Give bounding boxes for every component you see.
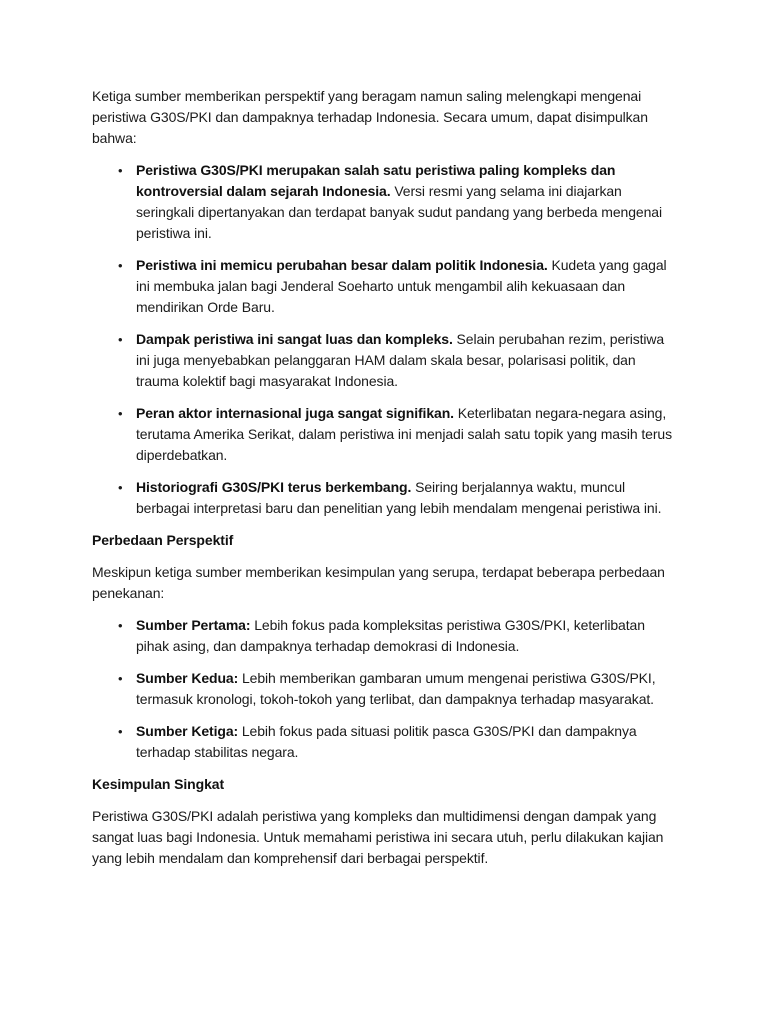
bullet-text: Keterlibatan negara-negara asing, terutama Amerika Serikat, dalam peristiwa ini menjadi salah satu topik yang masih terus diperdebatkan.: [136, 405, 672, 463]
bullet-text: Lebih fokus pada kompleksitas peristiwa G30S/PKI, keterlibatan pihak asing, dan dampaknya terhadap demokrasi di Indonesia.: [136, 617, 645, 654]
list-item: [136, 255, 678, 318]
bullet-lead: Dampak peristiwa ini sangat luas dan kompleks.: [136, 331, 453, 347]
intro-paragraph: Ketiga sumber memberikan perspektif yang beragam namun saling melengkapi mengenai peristiwa G30S/PKI dan dampaknya terhadap Indonesia. Secara umum, dapat disimpulkan bahwa:: [92, 88, 648, 146]
bullet-text: Kudeta yang gagal ini membuka jalan bagi Jenderal Soeharto untuk mengambil alih kekuasaan dan mendirikan Orde Baru.: [136, 257, 667, 315]
list-item: [136, 721, 678, 763]
conclusions-list: [92, 160, 678, 519]
list-item: [136, 403, 678, 466]
section-heading-perbedaan: Perbedaan Perspektif: [92, 532, 234, 548]
bullet-lead: Sumber Kedua:: [136, 670, 239, 686]
bullet-lead: Sumber Pertama:: [136, 617, 251, 633]
bullet-text: Lebih memberikan gambaran umum mengenai peristiwa G30S/PKI, termasuk kronologi, tokoh-tokoh yang terlibat, dan dampaknya terhadap masyarakat.: [136, 670, 656, 707]
list-item: [136, 329, 678, 392]
bullet-text: Selain perubahan rezim, peristiwa ini juga menyebabkan pelanggaran HAM dalam skala besar, polarisasi politik, dan trauma kolektif bagi masyarakat Indonesia.: [136, 331, 665, 389]
list-item: [136, 668, 678, 710]
bullet-lead: Peristiwa ini memicu perubahan besar dalam politik Indonesia.: [136, 257, 548, 273]
perbedaan-list: [92, 615, 678, 763]
bullet-lead: Peristiwa G30S/PKI merupakan salah satu peristiwa paling kompleks dan kontroversial dalam sejarah Indonesia.: [136, 162, 616, 199]
bullet-text: Lebih fokus pada situasi politik pasca G30S/PKI dan dampaknya terhadap stabilitas negara.: [136, 723, 637, 760]
list-item: [136, 160, 678, 244]
bullet-lead: Historiografi G30S/PKI terus berkembang.: [136, 479, 412, 495]
bullet-lead: Peran aktor internasional juga sangat signifikan.: [136, 405, 454, 421]
list-item: [136, 477, 678, 519]
perbedaan-paragraph: Meskipun ketiga sumber memberikan kesimpulan yang serupa, terdapat beberapa perbedaan penekanan:: [92, 564, 665, 601]
bullet-text: Seiring berjalannya waktu, muncul berbagai interpretasi baru dan penelitian yang lebih mendalam mengenai peristiwa ini.: [136, 479, 662, 516]
section-heading-kesimpulan: Kesimpulan Singkat: [92, 776, 225, 792]
bullet-text: Versi resmi yang selama ini diajarkan seringkali dipertanyakan dan terdapat banyak sudut pandang yang berbeda mengenai peristiwa ini.: [136, 183, 662, 241]
list-item: [136, 615, 678, 657]
bullet-lead: Sumber Ketiga:: [136, 723, 239, 739]
closing-paragraph: Peristiwa G30S/PKI adalah peristiwa yang kompleks dan multidimensi dengan dampak yang sangat luas bagi Indonesia. Untuk memahami peristiwa ini secara utuh, perlu dilakukan kajian yang lebih mendalam dan komprehensif dari berbagai perspektif.: [92, 808, 664, 866]
